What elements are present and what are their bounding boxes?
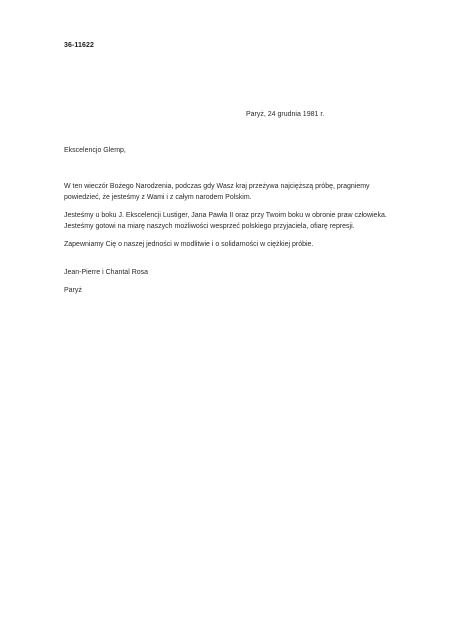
- paragraph-line: Zapewniamy Cię o naszej jedności w modlitwie i o solidarności w ciężkiej próbie.: [64, 241, 314, 248]
- paragraph-line: Jesteśmy u boku J. Ekscelencji Lustiger, Jana Pawła II oraz przy Twoim boku w obronie praw człowieka.: [64, 212, 387, 219]
- paragraph-3: [64, 239, 404, 250]
- signature: Jean-Pierre i Chantal Rosa: [64, 269, 149, 276]
- date-line: Paryż, 24 grudnia 1981 r.: [246, 111, 325, 118]
- signature-city: Paryż: [64, 287, 82, 294]
- paragraph-1: [64, 181, 404, 203]
- paragraph-line: powiedzieć, że jesteśmy z Wami i z całym narodem Polskim.: [64, 194, 252, 201]
- salutation: Ekscelencjo Glemp,: [64, 147, 126, 154]
- paragraph-line: Jesteśmy gotowi na miarę naszych możliwości wesprzeć polskiego przyjaciela, ofiarę represji.: [64, 223, 355, 230]
- letter-body: [64, 181, 404, 257]
- paragraph-line: W ten wieczór Bożego Narodzenia, podczas gdy Wasz kraj przeżywa najcięższą próbę, pragniemy: [64, 183, 370, 190]
- paragraph-2: [64, 210, 404, 232]
- reference-number: 36-11622: [64, 42, 94, 49]
